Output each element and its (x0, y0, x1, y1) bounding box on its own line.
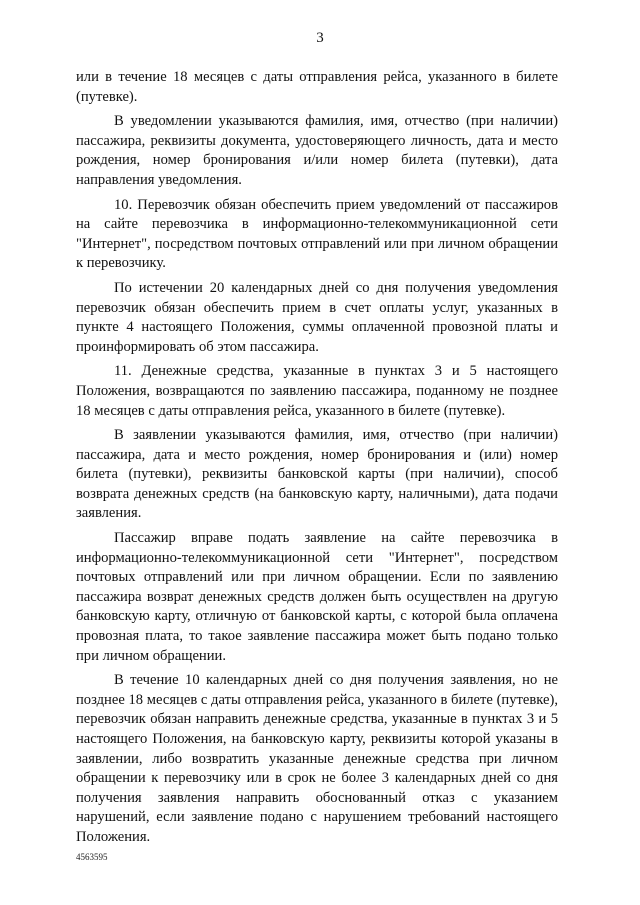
paragraph-application-contents: В заявлении указываются фамилия, имя, отчество (при наличии) пассажира, дата и место рождения, номер бронирования и (или) номер билета (путевки), реквизиты банковской карты (при наличии), способ возврата денежных средств (на банковскую карту, наличными), дата подачи заявления. (76, 427, 558, 522)
page-number: 3 (316, 30, 324, 46)
paragraph-application-submission: Пассажир вправе подать заявление на сайте перевозчика в информационно-телекоммуникационной сети "Интернет", посредством почтовых отправлений или при личном обращении. Если по заявлению пассажира возврат денежных средств должен быть осуществлен на другую банковскую карту, отличную от банковской карты, с которой была оплачена провозная плата, то такое заявление пассажира может быть подано только при личном обращении. (76, 530, 558, 664)
paragraph-clause-10: 10. Перевозчик обязан обеспечить прием уведомлений от пассажиров на сайте перевозчика в информационно-телекоммуникационной сети "Интернет", посредством почтовых отправлений или при личном обращении к перевозчику. (76, 196, 558, 272)
paragraph-continuation: или в течение 18 месяцев с даты отправления рейса, указанного в билете (путевке). (76, 69, 558, 105)
paragraph-20-days: По истечении 20 календарных дней со дня получения уведомления перевозчик обязан обеспечить прием в счет оплаты услуг, указанных в пункте 4 настоящего Положения, суммы оплаченной провозной платы и проинформировать об этом пассажира. (76, 279, 558, 355)
paragraph-notification-contents: В уведомлении указываются фамилия, имя, отчество (при наличии) пассажира, реквизиты документа, удостоверяющего личность, дата и место рождения, номер бронирования и/или номер билета (путевки), дата направления уведомления. (76, 113, 558, 188)
document-id: 4563595 (76, 852, 108, 862)
paragraph-clause-11: 11. Денежные средства, указанные в пунктах 3 и 5 настоящего Положения, возвращаются по заявлению пассажира, поданному не позднее 18 месяцев с даты отправления рейса, указанного в билете (путевке). (76, 363, 558, 419)
document-body (76, 68, 558, 853)
paragraph-10-days-refund: В течение 10 календарных дней со дня получения заявления, но не позднее 18 месяцев с даты отправления рейса, указанного в билете (путевке), перевозчик обязан направить денежные средства, указанные в пунктах 3 и 5 настоящего Положения, на банковскую карту, реквизиты которой указаны в заявлении, либо возвратить указанные денежные средства при личном обращении к перевозчику или в срок не более 3 календарных дней со дня получения заявления направить обоснованный отказ с указанием нарушений, если заявление подано с нарушением требований настоящего Положения. (76, 672, 558, 845)
